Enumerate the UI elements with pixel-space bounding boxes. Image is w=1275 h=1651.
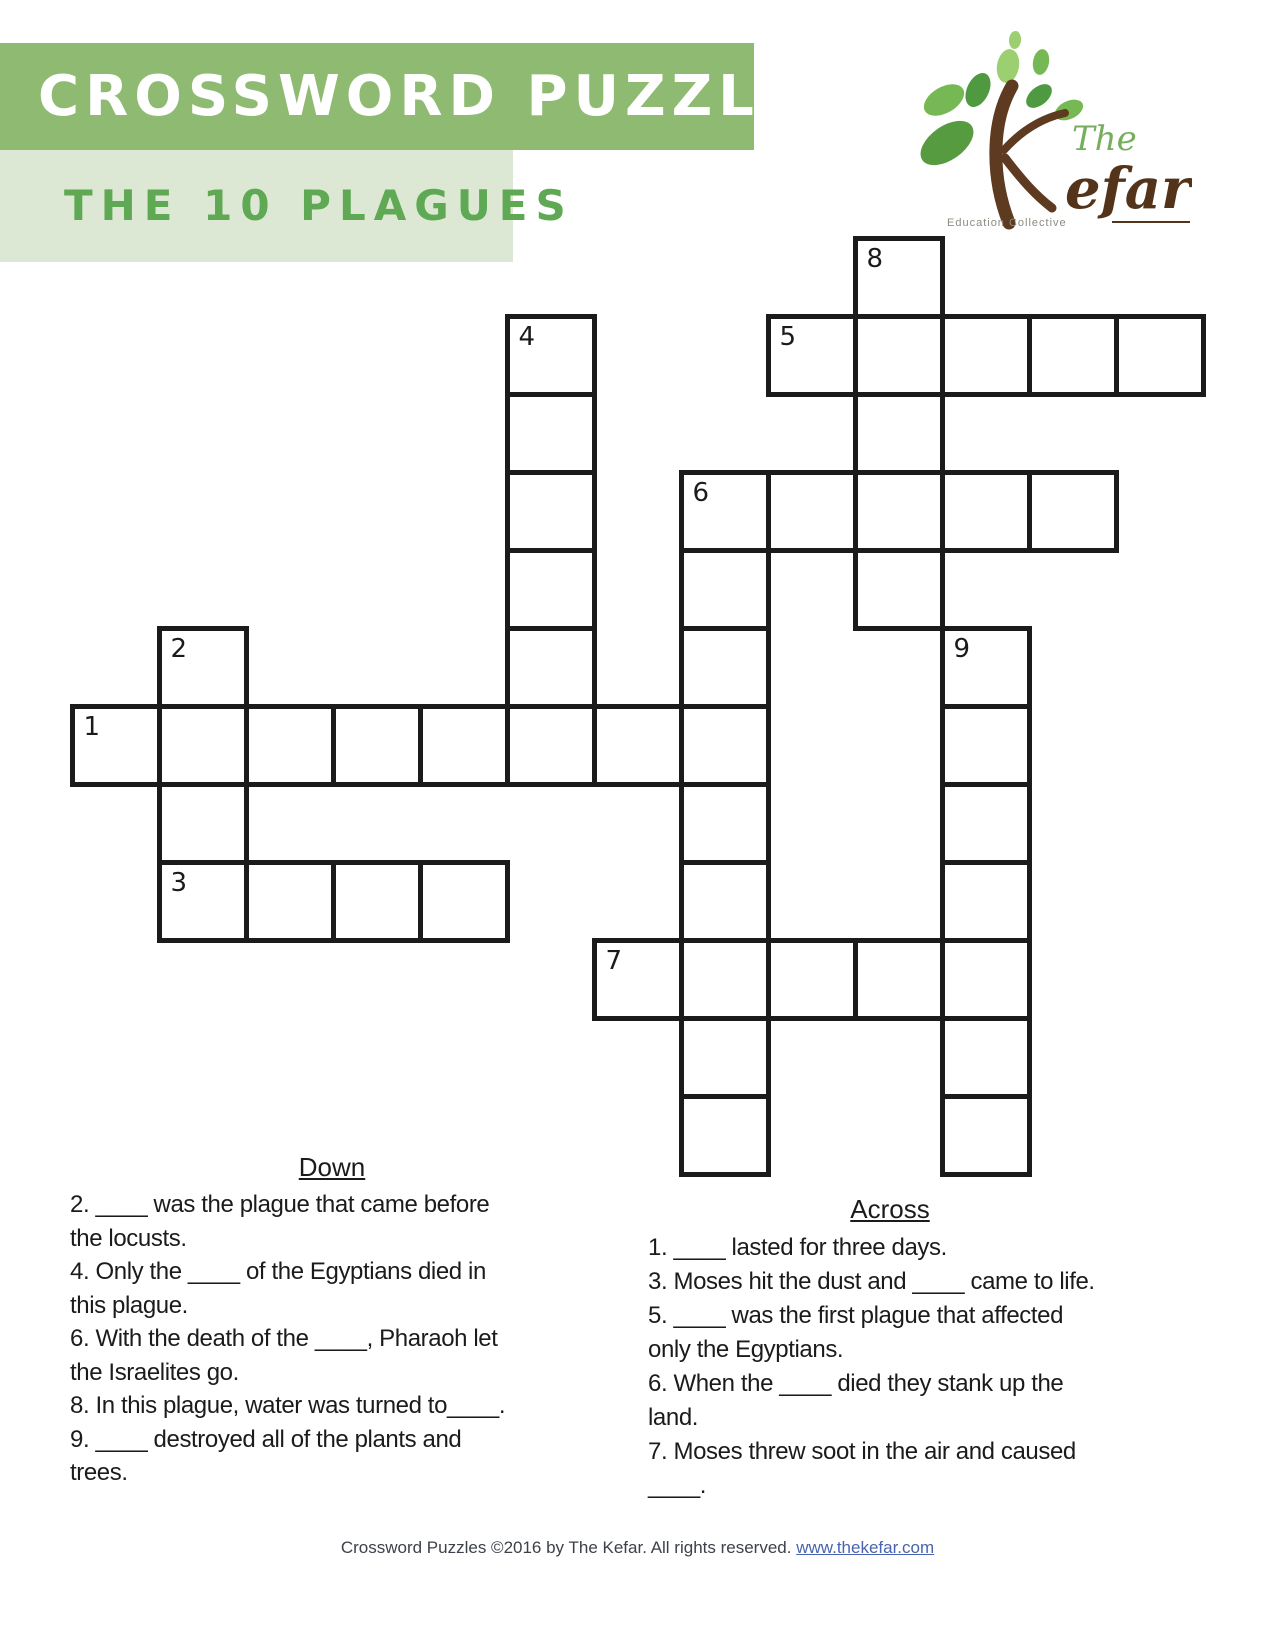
grid-cell[interactable]: [70, 704, 162, 787]
cell-number: 1: [83, 711, 101, 742]
footer: [0, 1538, 1275, 1558]
cell-number: 8: [866, 243, 884, 274]
cell-number: 9: [953, 633, 971, 664]
across-heading: Across: [850, 1194, 930, 1224]
clue-line: 1. ____ lasted for three days.: [648, 1234, 947, 1261]
grid-cell[interactable]: [157, 704, 249, 787]
clue-line: 6. When the ____ died they stank up the: [648, 1370, 1064, 1397]
down-heading: Down: [298, 1152, 366, 1182]
grid-cell[interactable]: [940, 470, 1032, 553]
grid-cell[interactable]: [157, 626, 249, 709]
grid-cell[interactable]: [505, 704, 597, 787]
grid-cell[interactable]: [505, 314, 597, 397]
logo-brand-the: The: [1072, 119, 1137, 159]
across-clues: [648, 1231, 1163, 1503]
grid-cell[interactable]: [940, 938, 1032, 1021]
grid-cell[interactable]: [940, 704, 1032, 787]
grid-cell[interactable]: [766, 314, 858, 397]
grid-cell[interactable]: [1114, 314, 1206, 397]
website-link[interactable]: www.thekefar.com: [796, 1538, 935, 1557]
page-title: CROSSWORD PUZZLES: [38, 64, 851, 129]
grid-cell[interactable]: [244, 860, 336, 943]
grid-cell[interactable]: [418, 704, 510, 787]
clue-line: 9. ____ destroyed all of the plants and: [70, 1425, 462, 1453]
grid-cell[interactable]: [331, 860, 423, 943]
logo-tagline: Education Collective: [947, 217, 1067, 229]
grid-cell[interactable]: [766, 938, 858, 1021]
grid-cell[interactable]: [592, 704, 684, 787]
grid-cell[interactable]: [244, 704, 336, 787]
grid-cell[interactable]: [766, 470, 858, 553]
grid-cell[interactable]: [679, 704, 771, 787]
grid-cell[interactable]: [505, 470, 597, 553]
clue-line: 5. ____ was the first plague that affected: [648, 1302, 1064, 1329]
page-subtitle: THE 10 PLAGUES: [64, 181, 574, 230]
grid-cell[interactable]: [592, 938, 684, 1021]
clue-line: 4. Only the ____ of the Egyptians died in: [70, 1258, 486, 1285]
grid-cell[interactable]: [853, 470, 945, 553]
grid-cell[interactable]: [505, 626, 597, 709]
clue-line: the locusts.: [70, 1224, 187, 1252]
clue-line: 6. With the death of the ____, Pharaoh let: [70, 1325, 498, 1352]
grid-cell[interactable]: [679, 470, 771, 553]
grid-cell[interactable]: [157, 860, 249, 943]
clue-line: 7. Moses threw soot in the air and caused: [648, 1438, 1076, 1465]
clue-line: the Israelites go.: [70, 1358, 239, 1386]
grid-cell[interactable]: [331, 704, 423, 787]
grid-cell[interactable]: [940, 782, 1032, 865]
cell-number: 3: [170, 867, 188, 898]
cell-number: 5: [779, 321, 797, 352]
grid-cell[interactable]: [853, 236, 945, 319]
grid-cell[interactable]: [418, 860, 510, 943]
clue-line: 8. In this plague, water was turned to____.: [70, 1392, 506, 1419]
grid-cell[interactable]: [1027, 314, 1119, 397]
grid-cell[interactable]: [505, 548, 597, 631]
clue-line: 3. Moses hit the dust and ____ came to life.: [648, 1268, 1095, 1295]
grid-cell[interactable]: [853, 314, 945, 397]
clue-line: this plague.: [70, 1291, 188, 1319]
grid-cell[interactable]: [679, 1094, 771, 1177]
grid-cell[interactable]: [679, 782, 771, 865]
down-clues: [70, 1188, 605, 1490]
grid-cell[interactable]: [679, 938, 771, 1021]
grid-cell[interactable]: [940, 626, 1032, 709]
grid-cell[interactable]: [679, 548, 771, 631]
clue-line: land.: [648, 1404, 699, 1431]
grid-cell[interactable]: [940, 1016, 1032, 1099]
logo-brand-rest: efar: [1065, 156, 1191, 222]
grid-cell[interactable]: [940, 1094, 1032, 1177]
grid-cell[interactable]: [853, 938, 945, 1021]
grid-cell[interactable]: [679, 860, 771, 943]
cell-number: 4: [518, 321, 536, 352]
grid-cell[interactable]: [853, 548, 945, 631]
clue-line: 2. ____ was the plague that came before: [70, 1191, 490, 1218]
cell-number: 2: [170, 633, 188, 664]
copyright-text: Crossword Puzzles ©2016 by The Kefar. All rights reserved.: [340, 1538, 797, 1557]
grid-cell[interactable]: [853, 392, 945, 475]
cell-number: 7: [605, 945, 623, 976]
grid-cell[interactable]: [505, 392, 597, 475]
clue-line: trees.: [70, 1459, 128, 1486]
grid-cell[interactable]: [679, 1016, 771, 1099]
cell-number: 6: [692, 477, 710, 508]
grid-cell[interactable]: [940, 860, 1032, 943]
clue-line: only the Egyptians.: [648, 1336, 844, 1363]
grid-cell[interactable]: [1027, 470, 1119, 553]
clue-line: ____.: [648, 1472, 707, 1499]
grid-cell[interactable]: [940, 314, 1032, 397]
grid-cell[interactable]: [157, 782, 249, 865]
grid-cell[interactable]: [679, 626, 771, 709]
